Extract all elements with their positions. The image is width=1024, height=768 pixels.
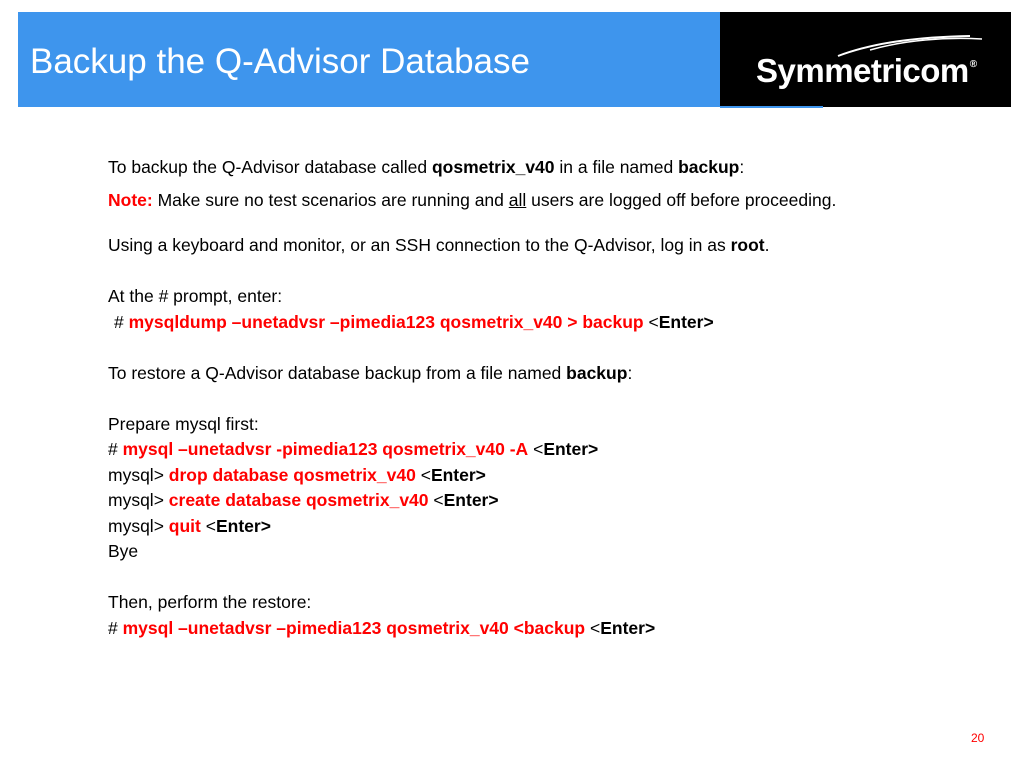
restore-file-name: backup xyxy=(566,362,628,383)
page-number: 20 xyxy=(971,731,985,745)
enter-key-label: Enter> xyxy=(443,490,499,510)
enter-key-label: Enter> xyxy=(658,311,714,332)
login-prefix: Using a keyboard and monitor, or an SSH connection to the Q-Advisor, log in as xyxy=(108,235,731,255)
note-text-a: Make sure no test scenarios are running and xyxy=(152,189,509,210)
intro-file-name: backup xyxy=(678,157,740,177)
logo-name: Symmetricom xyxy=(756,52,969,89)
restore-intro-line xyxy=(108,361,938,387)
mysql-login-command: mysql –unetadvsr -pimedia123 qosmetrix_v40 -A xyxy=(122,439,529,459)
enter-bracket: < xyxy=(533,439,544,459)
slide-body xyxy=(108,155,938,641)
prepare-step-line xyxy=(108,514,938,540)
intro-mid: in a file named xyxy=(554,157,679,177)
enter-key-label: Enter> xyxy=(600,617,656,638)
intro-db-name: qosmetrix_v40 xyxy=(431,157,555,177)
logo-wordmark xyxy=(756,54,977,87)
intro-line xyxy=(108,155,938,181)
command-prompt: # xyxy=(108,439,123,459)
login-suffix: . xyxy=(764,235,770,255)
create-database-command: create database qosmetrix_v40 xyxy=(168,490,429,510)
login-line xyxy=(108,233,938,259)
logo-registered-mark: ® xyxy=(969,59,977,70)
enter-bracket: < xyxy=(648,311,659,332)
logo-underline xyxy=(720,106,823,108)
intro-prefix: To backup the Q-Advisor database called xyxy=(108,157,432,177)
restore-label: Then, perform the restore: xyxy=(108,592,312,612)
restore-intro-prefix: To restore a Q-Advisor database backup from a file named xyxy=(108,362,567,383)
note-label: Note: xyxy=(108,189,153,210)
title-bar xyxy=(18,12,720,107)
enter-bracket: < xyxy=(433,490,444,510)
enter-bracket: < xyxy=(205,515,216,536)
restore-command-line xyxy=(108,616,938,642)
mysql-prompt: mysql> xyxy=(108,490,169,510)
prompt-intro: At the # prompt, enter: xyxy=(108,286,283,306)
enter-key-label: Enter> xyxy=(215,515,271,536)
command-prompt: # xyxy=(108,617,123,638)
enter-bracket: < xyxy=(420,464,431,485)
note-paragraph xyxy=(108,188,938,214)
dump-command: mysqldump –unetadvsr –pimedia123 qosmetrix_v40 > backup xyxy=(128,311,644,332)
dump-command-line xyxy=(108,310,938,336)
company-logo xyxy=(720,12,1011,107)
enter-key-label: Enter> xyxy=(430,464,486,485)
bye-line: Bye xyxy=(108,541,139,561)
intro-suffix: : xyxy=(739,157,745,177)
note-text-b: users are logged off before proceeding. xyxy=(526,189,837,210)
enter-key-label: Enter> xyxy=(543,439,599,459)
enter-bracket: < xyxy=(590,617,601,638)
prepare-step-line xyxy=(108,463,938,489)
restore-command: mysql –unetadvsr –pimedia123 qosmetrix_v40 <backup xyxy=(122,617,586,638)
prepare-step-line xyxy=(108,488,938,514)
prepare-step-line xyxy=(108,437,938,463)
command-prompt: # xyxy=(114,311,129,332)
restore-intro-suffix: : xyxy=(627,362,633,383)
quit-command: quit xyxy=(168,515,201,536)
drop-database-command: drop database qosmetrix_v40 xyxy=(168,464,416,485)
slide-title: Backup the Q-Advisor Database xyxy=(30,42,530,81)
note-emphasis: all xyxy=(508,189,527,210)
prepare-label: Prepare mysql first: xyxy=(108,413,259,434)
mysql-prompt: mysql> xyxy=(108,515,169,536)
login-user: root xyxy=(730,235,765,255)
mysql-prompt: mysql> xyxy=(108,464,169,485)
